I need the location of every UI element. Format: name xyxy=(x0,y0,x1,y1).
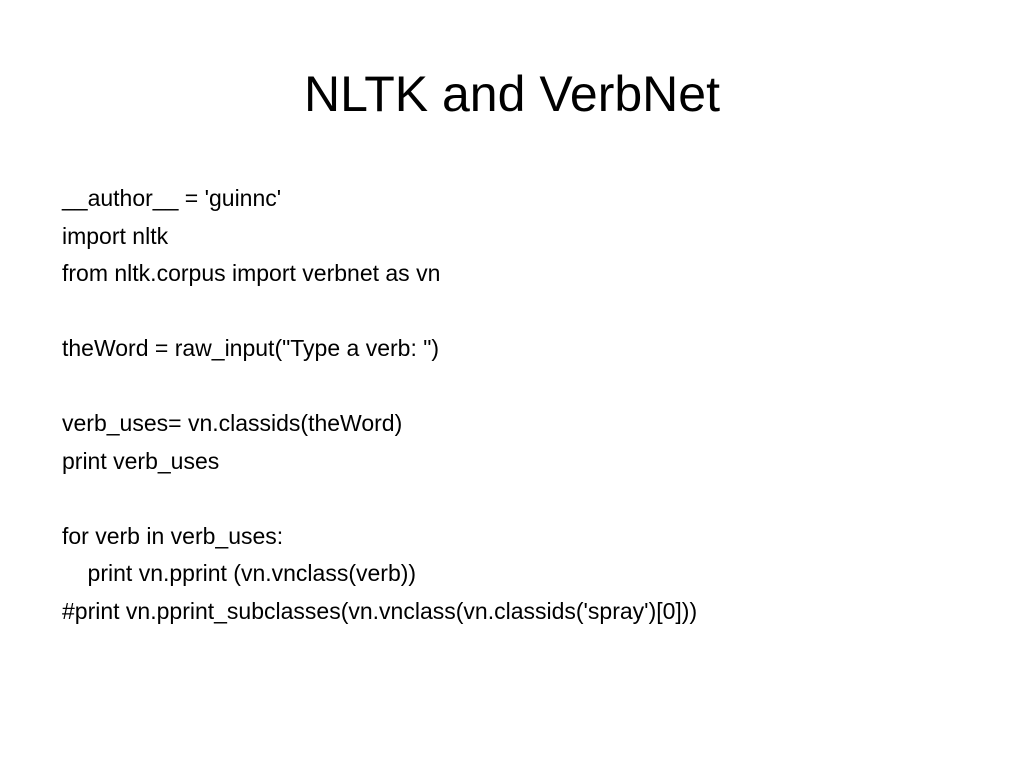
code-line-blank xyxy=(62,293,962,331)
code-line-import-nltk: import nltk xyxy=(62,222,169,249)
code-line-print-verb-uses: print verb_uses xyxy=(62,447,220,474)
code-line-blank xyxy=(62,368,962,406)
code-line-blank xyxy=(62,480,962,518)
code-line-import-verbnet: from nltk.corpus import verbnet as vn xyxy=(62,260,441,286)
code-line-author: __author__ = 'guinnc' xyxy=(62,185,282,211)
slide-body xyxy=(62,180,962,630)
code-line-raw-input: theWord = raw_input("Type a verb: ") xyxy=(62,335,440,361)
code-line-for-loop: for verb in verb_uses: xyxy=(62,522,284,549)
code-line-print-pprint: print vn.pprint (vn.vnclass(verb)) xyxy=(62,560,417,586)
slide-title: NLTK and VerbNet xyxy=(304,66,720,122)
code-line-verb-uses: verb_uses= vn.classids(theWord) xyxy=(62,410,403,436)
code-line-comment: #print vn.pprint_subclasses(vn.vnclass(vn.classids('spray')[0])) xyxy=(62,597,698,624)
